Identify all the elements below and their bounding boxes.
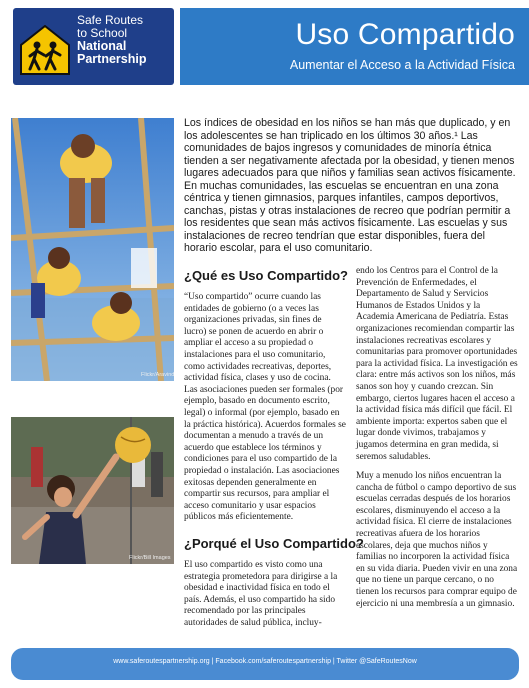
- page-subtitle: Aumentar el Acceso a la Actividad Física: [289, 58, 515, 72]
- intro-paragraph: Los índices de obesidad en los niños se han más que duplicado, y en los adolescentes se han triplicado en los últimos 30 años.¹ Las comunidades de bajos ingresos y comunidades de minoría étnica tienden a ser negativamente afectada por la obesidad, y tienen menos lugares adecuados para que niños y familias sean activos físicamente. En muchas comunidades, las escuelas se encuentran en una zona céntrica y tienen gimnasios, parques infantiles, campos deportivos, canchas, pistas y otras instalaciones de recreo que podrían permitir a los residentes que sean más activos físicamente. Las escuelas y sus instalaciones de recreo tendrían que estar disponibles, fuera del horario escolar, para el uso comunitario.: [184, 117, 516, 254]
- section-heading: ¿Qué es Uso Compartido?: [184, 268, 348, 283]
- photo-credit: Flickr/Bill Images: [129, 555, 171, 561]
- section-body: El uso compartido es visto como una estrategia prometedora para dirigirse a la obesidad e inactividad física en todo el país. Además, el uso compartido ha sido recomendado por las principales autoridades de salud pública, incluy-: [184, 560, 338, 628]
- header: [0, 0, 529, 86]
- page-title: Uso Compartido: [295, 18, 515, 51]
- paragraph: endo los Centros para el Control de la Prevención de Enfermedades, el Departamento de Salud y Servicios Humanos de Estados Unidos y la Academia Americana de Pediatría. Estas organizaciones recomiendan compartir las instalaciones recreativas escolares y comunitarias para promover oportunidades para la actividad física. La investigación es clara: entre más activos son los niños, más sanos son hoy y cuando crezcan. Sin embargo, ciertos lugares hacen el acceso a la actividad física más difícil que fácil. El ambiente importa: expertos saben que el lugar donde vivimos, trabajamos y jugamos determina en gran medida, si seremos saludables.: [356, 266, 518, 462]
- footer-links[interactable]: www.saferoutespartnership.org | Facebook.com/saferoutespartnership | Twitter @SafeRoutesNow: [113, 658, 417, 665]
- logo[interactable]: [13, 8, 174, 85]
- school-crossing-sign-icon: [20, 25, 70, 75]
- logo-line: Safe Routes: [77, 13, 144, 27]
- logo-line: to School: [77, 26, 128, 40]
- right-column: [356, 266, 518, 618]
- section-heading: ¿Porqué el Uso Compartido?: [184, 536, 364, 551]
- logo-text: [77, 14, 146, 66]
- logo-line: National: [77, 39, 127, 53]
- logo-line: Partnership: [77, 52, 147, 66]
- footer: [11, 648, 519, 680]
- section-body: “Uso compartido” ocurre cuando las entidades de gobierno (o a veces las organizaciones privadas, sin fines de lucro) se ponen de acuerdo en abrir o ampliar el acceso a su propiedad o instalaciones para el uso comunitario, como actividades recreativas, deportes, actividad física, clases y uso de cocina. Las asociaciones pueden ser formales (por ejemplo, basado en documento escrito, legal) o informal (por ejemplo, basado en la práctica histórica). Acuerdos formales se documentan a menudo a través de un acuerdo que establece los términos y condiciones para el uso compartido de la propiedad o instalación. Las asociaciones exitosas dependen generalmente en compartir sus recursos, para ampliar el acceso comunitario y usar espacios públicos más eficientemente.: [184, 292, 346, 523]
- title-band: [180, 8, 529, 85]
- photo-credit: Flickr/Aravind: [141, 372, 174, 378]
- children-climbing-photo: [11, 118, 174, 381]
- boy-tetherball-photo: [11, 417, 174, 564]
- paragraph: Muy a menudo los niños encuentran la cancha de fútbol o campo deportivo de sus escuelas cerradas después de los horarios escolares, disminuyendo el acceso a la actividad física. El cierre de instalaciones recreativas afuera de los horarios escolares, deja que muchos niños y familias no incorporen la actividad física en su vida diaria. Pueden vivir en una zona que no tiene un parque cercano, o no tienen los recursos para comprar equipo de ejercicio ni una membresía a un gimnasio.: [356, 471, 518, 609]
